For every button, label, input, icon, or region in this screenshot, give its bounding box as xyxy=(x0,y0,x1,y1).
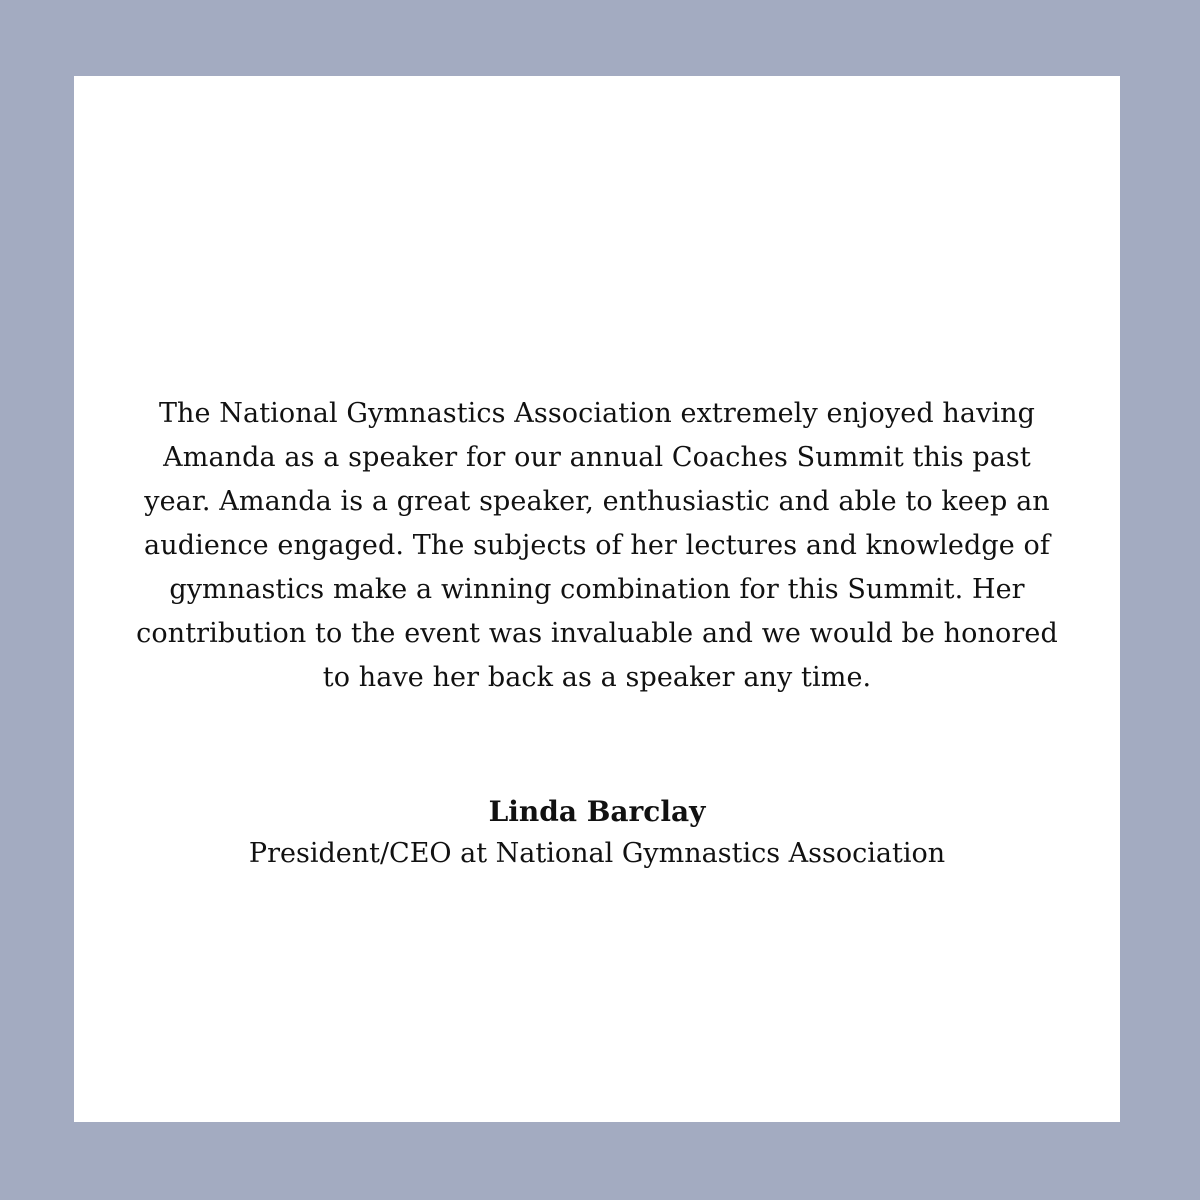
quote-line: Amanda as a speaker for our annual Coaches Summit this past xyxy=(163,442,1031,473)
testimonial-card xyxy=(74,76,1120,1122)
author-title: President/CEO at National Gymnastics Association xyxy=(248,838,946,869)
quote-line: year. Amanda is a great speaker, enthusiastic and able to keep an xyxy=(144,486,1050,517)
quote-line: gymnastics make a winning combination for this Summit. Her xyxy=(169,574,1025,605)
quote-line: to have her back as a speaker any time. xyxy=(322,662,872,693)
quote-line: contribution to the event was invaluable and we would be honored xyxy=(136,618,1058,649)
testimonial-quote xyxy=(74,392,1120,700)
quote-line: The National Gymnastics Association extremely enjoyed having xyxy=(158,398,1036,429)
author-name: Linda Barclay xyxy=(488,795,706,828)
quote-line: audience engaged. The subjects of her lectures and knowledge of xyxy=(144,530,1050,561)
